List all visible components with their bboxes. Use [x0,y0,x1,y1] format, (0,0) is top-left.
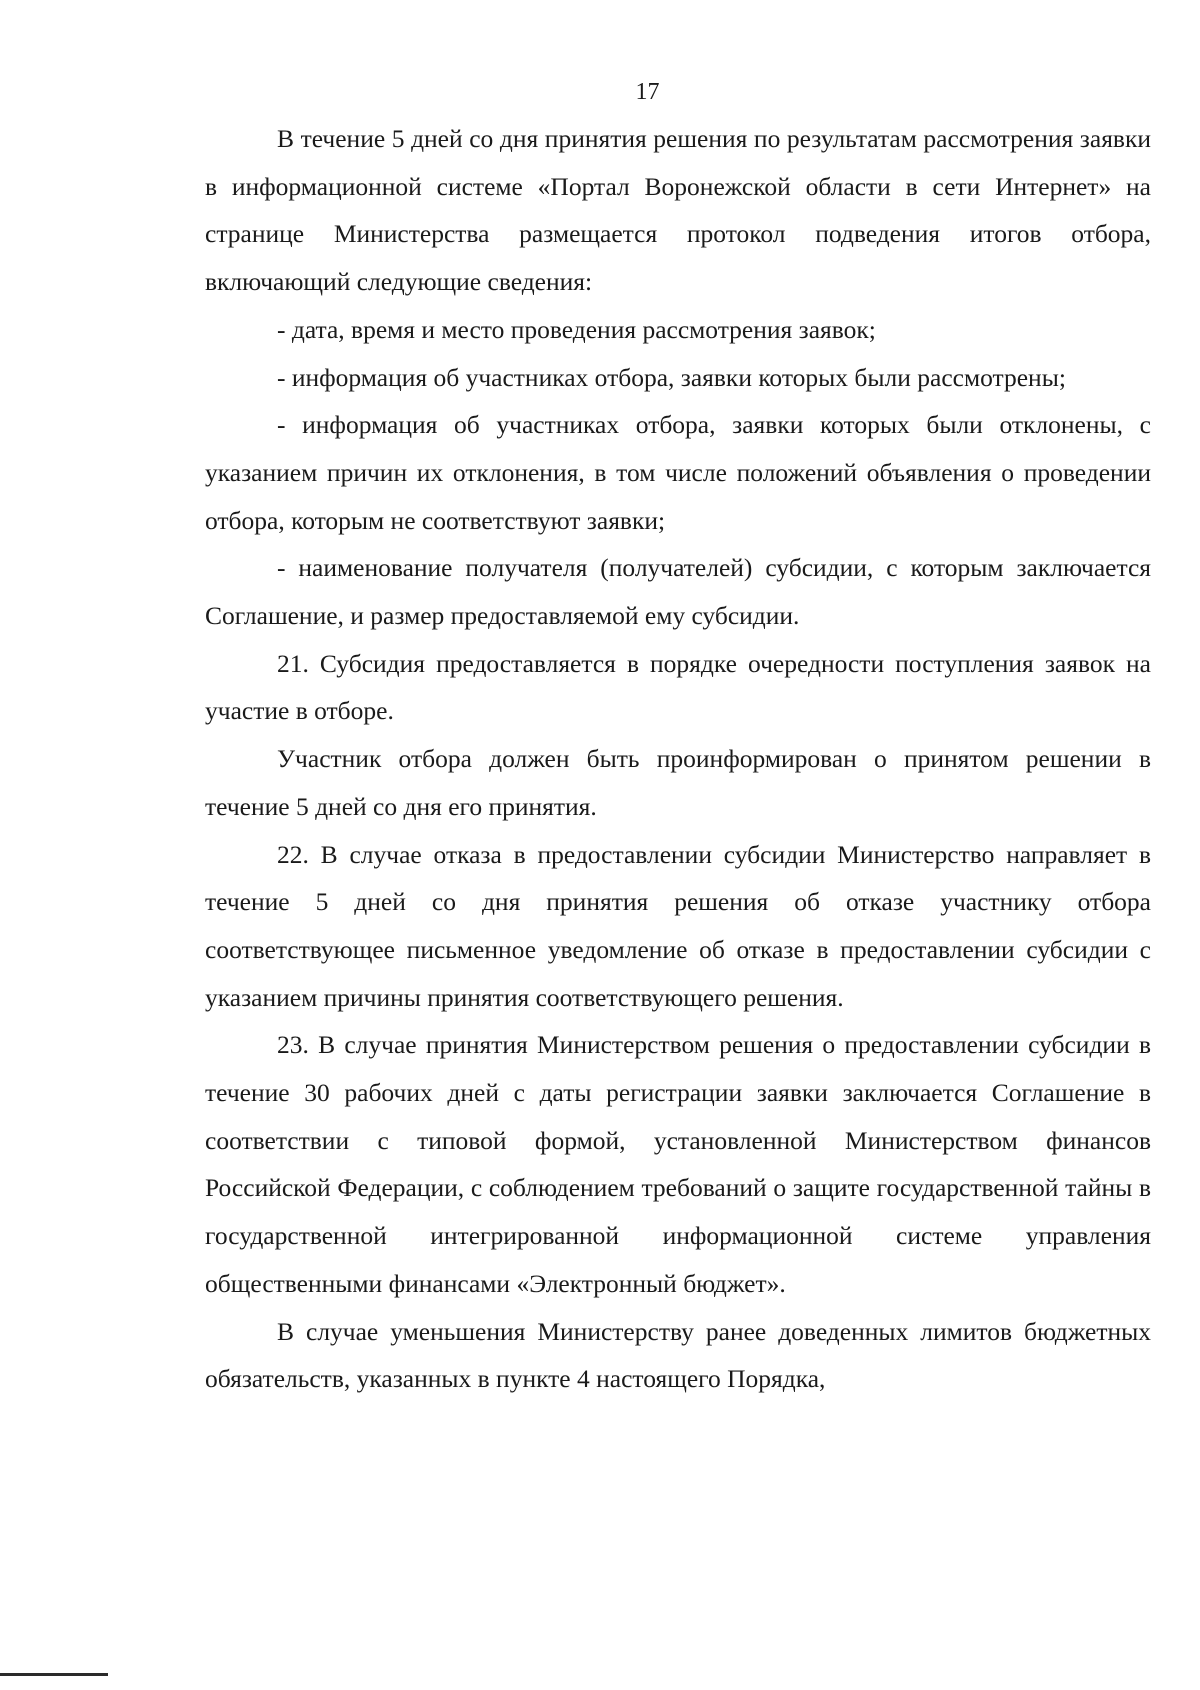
list-item-recipient-name: - наименование получателя (получателей) субсидии, с которым заключается Соглашение, и размер предоставляемой ему субсидии. [205,553,1151,631]
paragraph-limits-reduction: В случае уменьшения Министерству ранее доведенных лимитов бюджетных обязательств, указанных в пункте 4 настоящего Порядка, [205,1316,1151,1394]
paragraph-clause-23: 23. В случае принятия Министерством решения о предоставлении субсидии в течение 30 рабочих дней с даты регистрации заявки заключается Соглашение в соответствии с типовой формой, установленной Министерством финансов Российской Федерации, с соблюдением требований о защите государственной тайны в государственной интегрированной информационной системе управления общественными финансами «Электронный бюджет». [205,1030,1151,1298]
paragraph-clause-22: 22. В случае отказа в предоставлении субсидии Министерство направляет в течение 5 дней со дня принятия решения об отказе участнику отбора соответствующее письменное уведомление об отказе в предоставлении субсидии с указанием причины принятия соответствующего решения. [205,839,1151,1012]
paragraph-clause-21: 21. Субсидия предоставляется в порядке очередности поступления заявок на участие в отборе. [205,648,1151,726]
list-item-rejected-participants: - информация об участниках отбора, заявки которых были отклонены, с указанием причин их отклонения, в том числе положений объявления о проведении отбора, которым не соответствуют заявки; [205,410,1151,535]
document-body [205,115,1151,1403]
scan-edge-mark [0,1673,108,1676]
list-item-considered-participants: - информация об участниках отбора, заявки которых были рассмотрены; [277,362,1066,392]
paragraph-protocol-publication: В течение 5 дней со дня принятия решения по результатам рассмотрения заявки в информационной системе «Портал Воронежской области в сети Интернет» на странице Министерства размещается протокол подведения итогов отбора, включающий следующие сведения: [205,124,1151,297]
paragraph-participant-notice: Участник отбора должен быть проинформирован о принятом решении в течение 5 дней со дня его принятия. [205,744,1151,821]
list-item-date-time-place: - дата, время и место проведения рассмотрения заявок; [277,314,876,344]
page-number: 17 [635,79,660,105]
